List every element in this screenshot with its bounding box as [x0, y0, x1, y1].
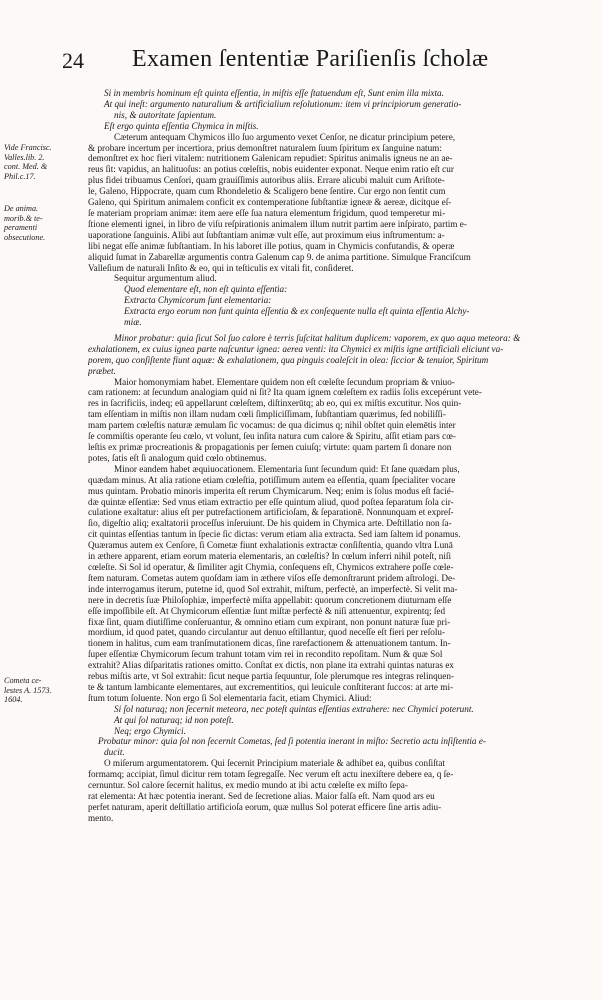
text-line: Galeno, qui Spiritum animalem conficit ex contemperatione ſubſtantiæ igneæ & aereæ, dicitque eſ-	[88, 197, 452, 208]
text-line: extrahit? Alias diſparitatis rationes omitto. Conſtat ex dictis, non plane ita extrahi quintas naturas ex	[88, 660, 454, 671]
text-line: potes, ſatis eſt ſi analogum quid cœlo obtinemus.	[88, 452, 267, 463]
text-line: aliquid ſumat in Zabarellæ argumentis contra Galenum cap 9. de anima partitione. Simulque Franciſcum	[88, 251, 471, 262]
text-line: ſuper eſſentiæ Chymicorum ſecum trahunt totam vim rei in recondito repoſitam. Num & quæ Sol	[88, 649, 443, 660]
text-line: rebus miſtis arte, vt Sol extrahit: ſicut neque partia ſequuntur, ſole plerumque res integras relinquen-	[88, 671, 455, 682]
page-header	[62, 40, 583, 80]
text-line: & probare incertum per incertiora, prius demonſtret naturalem ſuum ſpiritum ex ſanguine natum:	[88, 142, 442, 153]
text-line: ſtione elementi ignei, in libro de viſu reſpirationis animalem illum nutrit partim aere inſpirato, partim e-	[88, 218, 467, 229]
text-line: demonſtret ex hoc fieri vitalem: nutritionem Galenicam repudiet: Spiritus animalis igneus ne an ae-	[88, 153, 453, 164]
text-line: Minor eandem habet æquiuocationem. Elementaria ſunt ſecundum quid: Et ſane quædam plus,	[114, 463, 460, 474]
text-line: reus ſit: vapidus, an halituoſus: an potius cœleſtis, nobis euidenter exponat. Neque enim ratio eſt cur	[88, 164, 454, 175]
margin-note: De anima. morib.& te- peramenti obsecutione.	[4, 204, 46, 242]
text-line: nis, & autoritate ſapientum.	[114, 109, 217, 120]
text-line: Quæramus autem ex Cenſore, ſi Cometæ fiunt exhalationis extractæ conſiſtentia, quando vltra Lunā	[88, 540, 453, 551]
text-line: Minor probatur: quia ſicut Sol ſuo calore è terris ſuſcitat halitum duplicem: vaporem, ex quo aqua meteora: &	[114, 332, 521, 343]
text-line: cœleſte. Si Sol id operatur, & ſimiliter agit Chymia, conſequens eſt, Chymicos extrahere poſſe cœle-	[88, 561, 454, 572]
page-number: 24	[62, 48, 84, 73]
running-title: Examen ſententiæ Pariſienſis ſcholæ	[132, 46, 489, 72]
text-line: fixæ ſint, quam diutiſſime conſeruantur, & omnino etiam cum expirant, non ponunt naturæ ſuæ pri-	[88, 616, 451, 627]
text-line: formamq; accipiat, ſimul dicitur rem totam ſegregaſſe. Nec verum eſt actu inexiſtere debere ea, q ſe-	[88, 769, 454, 780]
text-line: ſe commiſtis operante ſeu cœlo, vt volunt, ſeu inſita natura cum calore & Spiritu, aſſit etiam pars cœ-	[88, 431, 456, 442]
text-line: At qui ineſt: argumento naturalium & artificialium reſolutionum: item vi principiorum generatio-	[104, 98, 462, 109]
text-line: porem, quo conſiſtente fiunt aquæ: & exhalationem, qua pinguis coaleſcit in olea: ſiccior & tenuior, Spiritum	[88, 354, 489, 365]
text-line: eſſe impoſſibile eſt. At Chymicorum eſſentiæ ſunt miſtæ perfectè & niſi attenuentur, expirentq; ſed	[88, 605, 446, 616]
text-line: ſtem naturam. Cometas autem quoſdam iam in æthere viſos eſſe demonſtrarunt pridem aſtrologi. De-	[88, 572, 456, 583]
text-line: cam rationem: at ſecundum analogiam quid ni ſit? Ita quam ignem cœleſtem ex radiis ſolis excepérunt vete-	[88, 387, 482, 398]
text-line: mordium, id quod patet, quando circulantur aut denuo eſtillantur, quod neceſſe eſt fieri per reſolu-	[88, 627, 446, 638]
text-line: ducit.	[104, 747, 125, 758]
text-line: Extracta ergo eorum non ſunt quinta eſſentia & ex conſequente nulla eſt quinta eſſentia Alchy-	[124, 306, 470, 317]
text-line: mus quintam. Probatio minoris imperita eſt rerum Chymicarum. Neq; enim is ſolus modus eſt facié-	[88, 485, 454, 496]
text-line: Cæterum antequam Chymicos illo ſuo argumento vexet Cenſor, ne dicatur principium petere,	[114, 131, 456, 142]
text-line: dæ quintæ eſſentiæ: Sed vnus etiam extractio per eſſe quintum aliud, quod poſtea ſeparatum ſola cir-	[88, 496, 454, 507]
text-line: quædam minus. At alia ratione etiam cœleſtia, potiſſimum autem ea eſſentia, quam ſpecialiter vocare	[88, 474, 456, 485]
text-line: nere in decretis ſuæ Philoſophiæ, imperfectè miſta appellabit: quorum concretionem diuturnam eſſe	[88, 594, 452, 605]
margin-note: Vide Francisc. Valles.lib. 2. cont. Med. & Phil.c.17.	[4, 143, 52, 181]
text-line: in æthere apparent, etiam eorum materia elementaris, an cœleſtis? In cœlum inferri nihil poteſt, niſi	[88, 551, 452, 562]
text-line: Neq; ergo Chymici.	[114, 725, 186, 736]
text-line: perfet naturam, aperit deſtillatio artificioſa eorum, quæ nullus Sol poterat efficere ſine artis adiu-	[88, 801, 442, 812]
text-line: Sequitur argumentum aliud.	[114, 273, 217, 284]
text-line: Si in membris hominum eſt quinta eſſentia, in miſtis eſſe ſtatuendum eſt, Sunt enim illa mixta.	[104, 88, 444, 98]
text-line: leſtis ex primæ procreationis & propagationis per ſemen cuiuſq; virtute: quam partem ſi donare non	[88, 442, 452, 452]
text-line: ſe materiam propriam animæ: item aere eſſe ſua natura elementum frigidum, quod temperetur mi-	[88, 207, 446, 218]
text-line: libi negat eſſe animæ ſubſtantiam. In his laboret ille potius, quam in Chymicis confutandis, & operæ	[88, 240, 455, 251]
text-line: miæ.	[124, 317, 142, 328]
text-line: Quod elementare eſt, non eſt quinta eſſentia:	[124, 284, 288, 295]
text-line: mam partem cœleſtis naturæ æmulam ſic vocamus: de qua dicimus q; nihil obſtet quin elemētis inter	[88, 420, 456, 431]
text-line: Maior homonymiam habet. Elementare quidem non eſt cœleſte ſecundum propriam & vniuo-	[114, 376, 455, 387]
text-line: inde interrogamus iterum, putetne id, quod Sol extrahit, miſtum, perfectè, an imperfectè. Si velit ma-	[88, 583, 458, 594]
text-line: Si ſol naturaq; non ſecernit meteora, nec poteſt quintas eſſentias extrahere: nec Chymici poterunt.	[114, 703, 474, 714]
text-line: culatione exaltatur: alius eſt per putrefactionem artificioſam, & ſeparationē. Nonnunquam et expreſ-	[88, 507, 454, 518]
margin-note: Cometa ce- lestes A. 1573. 1604.	[4, 676, 52, 705]
text-line: tam eſſentiam in miſtis non illam nudam cœli ſimpliciſſimam, ſubſtantiam quærimus, ſed nobiliſſi-	[88, 409, 446, 420]
text-line: exhalationem, ex cuius ignea parte naſcuntur ignea: aerea venti: ita Chymici ex miſtis igne artificiali eliciunt va-	[88, 343, 504, 354]
text-line: Probatur minor: quia ſol non ſecernit Cometas, ſed ſi potentia inerant in miſto: Secretio actu inſiſtentia e-	[98, 736, 486, 747]
text-line: Extracta Chymicorum ſunt elementaria:	[124, 295, 272, 306]
text-line: At qui ſol naturaq; id non poteſt.	[114, 714, 234, 725]
text-line: Eſt ergo quinta eſſentia Chymica in miſtis.	[104, 120, 259, 131]
text-line: mento.	[88, 812, 114, 823]
text-line: uaporatione ſanguinis. Alibi aut ſubſtantiam animæ vult eſſe, aut proximum eius inſtrumentum: a-	[88, 229, 445, 240]
text-line: rat elementa: At hæc potentia inerant. Sed de ſecretione alias. Maior falſa eſt. Nam quod ars eu	[88, 791, 435, 801]
text-line: res in ſacrificiis, indeq; eū appellarunt cœleſtem, diſtinxerūtq; ab eo, qui ex miſtis excutitur. Nos quin-	[88, 398, 462, 409]
text-line: ſio, digeſtio aliq; exaltatorii proceſſus inſeruiunt. De his quidem in Chymica arte. Deſtillatio non ſa-	[88, 518, 452, 529]
text-line: le, Galeno, Hippocrate, quam cum Rhondeletio & Scaligero bene ſentire. Cur ergo non ſentit cum	[88, 186, 446, 197]
text-line: O miſerum argumentatorem. Qui ſecernit Principium materiale & adhibet ea, quibus conſiſtat	[104, 758, 445, 769]
text-line: tionem in halitus, cum eam tranſmutationem dicas, ſine rarefactionem & attenuationem tantum. In-	[88, 638, 451, 649]
text-line: Valleſium de naturali Inſito & eo, qui in teſticulis ex vitali fit, conſideret.	[88, 262, 354, 273]
text-line: te & tantum lambicante elementares, aut excrementitios, qui leuicule conſtiterant ſuccos: at arte mi-	[88, 681, 454, 692]
text-line: ſtum totum ſoluente. Non ergo ſi Sol elementaria facit, etiam Chymici. Aliud:	[88, 692, 372, 703]
body-text	[88, 88, 588, 824]
text-line: præbet.	[88, 365, 116, 376]
text-line: cit quintas eſſentias tantum in ſpecie ſic dictas: verum etiam alia extracta. Sed iam ſaltem id ponamus.	[88, 529, 461, 540]
text-line: plus fidei tribuamus Cenſori, quam grauiſſimis autoribus aliis. Errare alicubi maluit cum Ariſtote-	[88, 175, 445, 186]
text-line: cernuntur. Sol calore ſecernit halitus, ex medio mundo at ibi actu cœleſte ex miſto ſepa-	[88, 780, 408, 791]
